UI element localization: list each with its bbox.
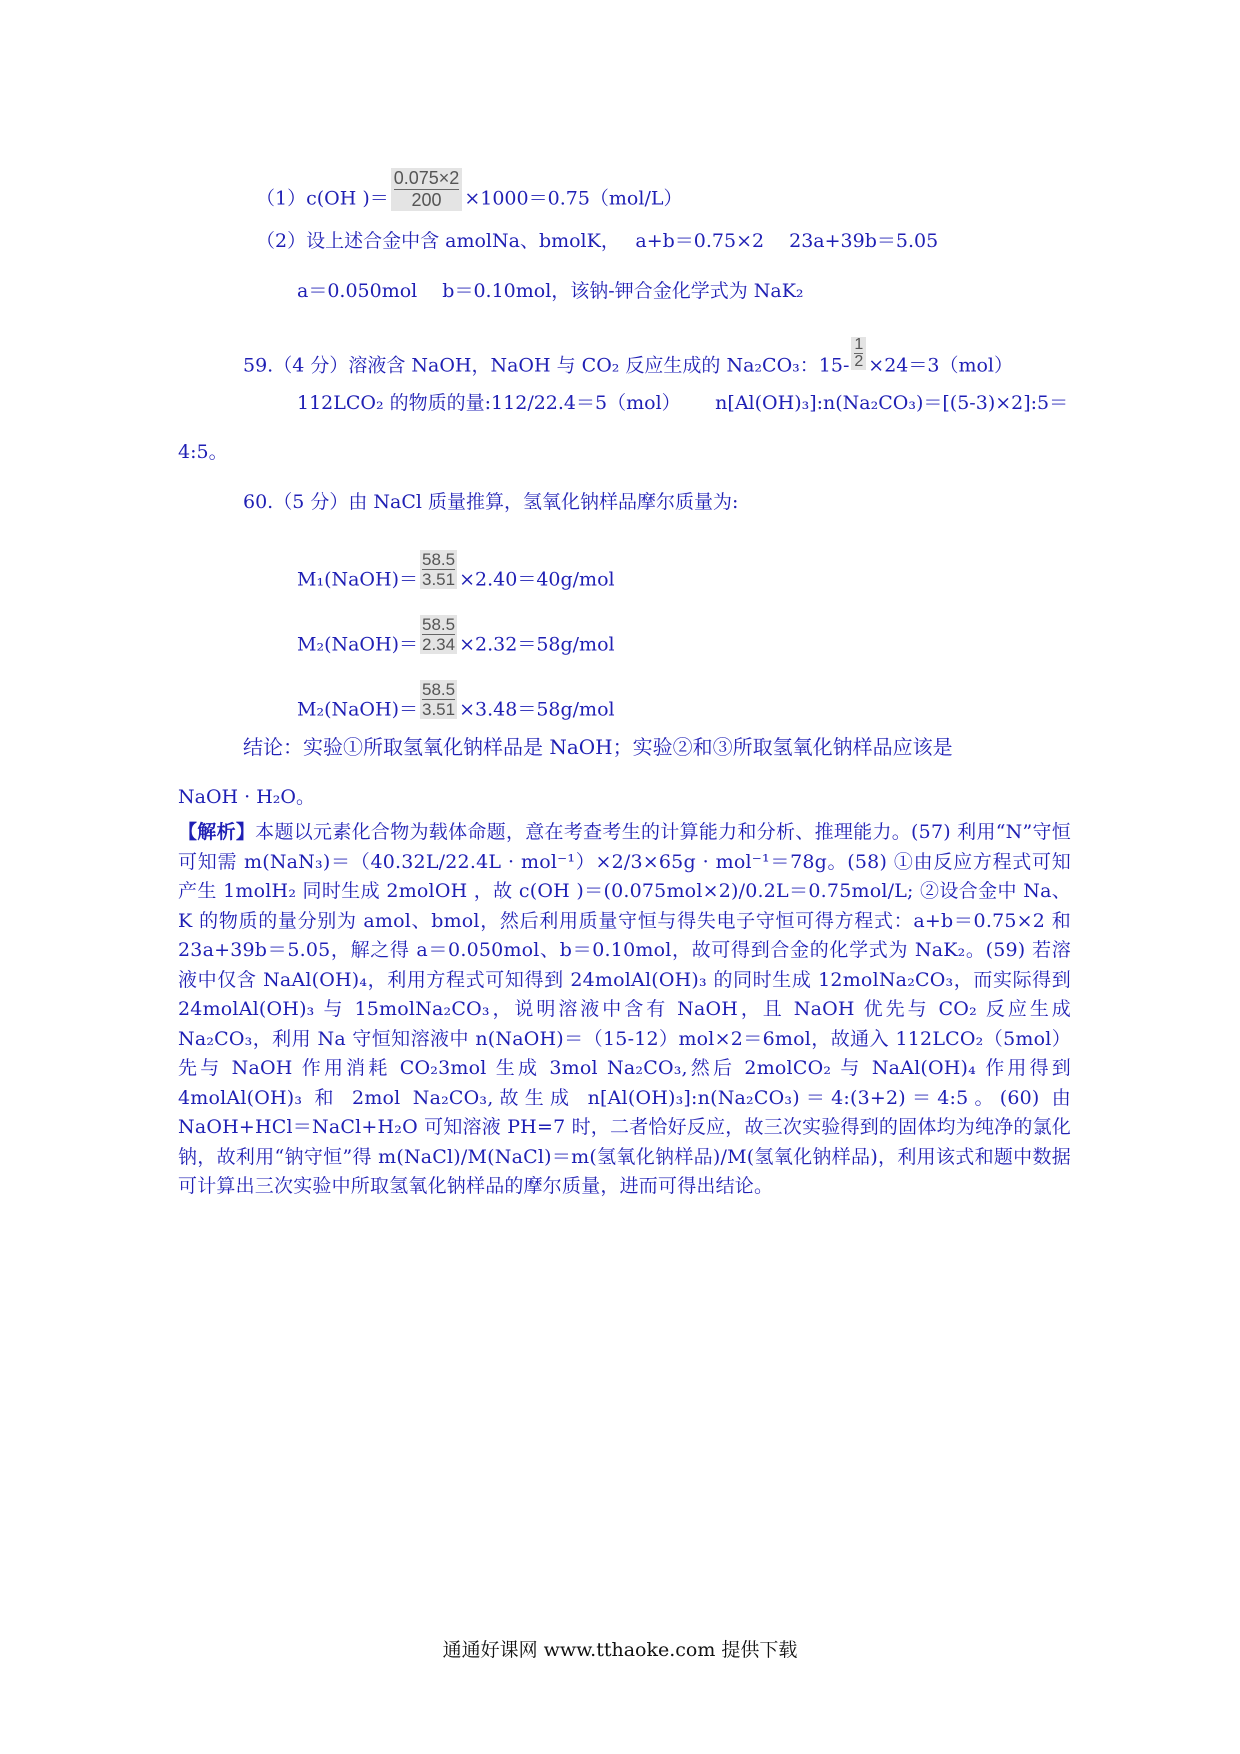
molar-mass-3 <box>297 680 615 730</box>
analysis-text: 本题以元素化合物为载体命题，意在考查考生的计算能力和分析、推理能力。(57) 利用“N”守恒可知需 m(NaN₃)＝（40.32L/22.4L · mol⁻¹）×2/3×65g · mol⁻¹＝78g。(58) ①由反应方程式可知产生 1molH₂ 同时生成 2molOH ，故 c(OH )＝(0.075mol×2)/0.2L＝0.75mol/L; ②设合金中 Na、K 的物质的量分别为 amol、bmol，然后利用质量守恒与得失电子守恒可得方程式：a+b＝0.75×2 和 23a+39b＝5.05，解之得 a＝0.050mol、b＝0.10mol，故可得到合金的化学式为 NaK₂。(59) 若溶液中仅含 NaAl(OH)₄，利用方程式可知得到 24molAl(OH)₃ 的同时生成 12molNa₂CO₃，而实际得到 24molAl(OH)₃ 与 15molNa₂CO₃，说明溶液中含有 NaOH，且 NaOH 优先与 CO₂ 反应生成 Na₂CO₃，利用 Na 守恒知溶液中 n(NaOH)＝（15-12）mol×2＝6mol，故通入 112LCO₂（5mol）先与 NaOH 作用消耗 CO₂3mol 生成 3mol Na₂CO₃,然后 2molCO₂ 与 NaAl(OH)₄ 作用得到 4molAl(OH)₃ 和 2mol Na₂CO₃,故生成 n[Al(OH)₃]:n(Na₂CO₃)＝4:(3+2)＝4:5。(60) 由 NaOH+HCl＝NaCl+H₂O 可知溶液 PH=7 时，二者恰好反应，故三次实验得到的固体均为纯净的氯化钠，故利用“钠守恒”得 m(NaCl)/M(NaCl)＝m(氢氧化钠样品)/M(氢氧化钠样品)，利用该式和题中数据可计算出三次实验中所取氢氧化钠样品的摩尔质量，进而可得出结论。 <box>178 821 1071 1197</box>
molar-mass-2-value: ×2.32＝58g/mol <box>459 633 615 656</box>
molar-mass-2-label: M₂(NaOH)＝ <box>297 633 418 656</box>
question-59-line-3: 4:5。 <box>178 441 228 463</box>
fraction-image <box>851 337 866 370</box>
conclusion-line-2: NaOH · H₂O。 <box>178 786 315 808</box>
fraction-numerator: 0.075×2 <box>393 168 460 188</box>
fraction-numerator: 1 <box>854 336 864 353</box>
answer-line-1-suffix: ×1000＝0.75（mol/L） <box>464 187 683 210</box>
q59-prefix: 59.（4 分）溶液含 NaOH，NaOH 与 CO₂ 反应生成的 Na₂CO₃：15- <box>243 354 850 377</box>
molar-mass-1 <box>297 550 615 600</box>
molar-mass-3-value: ×3.48＝58g/mol <box>459 698 615 721</box>
molar-mass-3-label: M₂(NaOH)＝ <box>297 698 418 721</box>
q59-suffix: ×24＝3（mol） <box>868 354 1013 377</box>
molar-mass-1-value: ×2.40＝40g/mol <box>459 568 615 591</box>
fraction-numerator: 58.5 <box>422 550 456 569</box>
answer-line-1 <box>256 168 683 221</box>
fraction-numerator: 58.5 <box>422 615 456 634</box>
fraction-denominator: 3.51 <box>422 570 456 589</box>
question-60-line: 60.（5 分）由 NaCl 质量推算，氢氧化钠样品摩尔质量为: <box>243 491 739 513</box>
answer-line-3: a＝0.050mol b＝0.10mol，该钠-钾合金化学式为 NaK₂ <box>297 280 804 302</box>
fraction-image <box>420 615 457 654</box>
fraction-denominator: 200 <box>411 190 442 210</box>
answer-line-1-prefix: （1）c(OH )＝ <box>256 187 389 210</box>
fraction-denominator: 3.51 <box>422 700 456 719</box>
answer-line-2: （2）设上述合金中含 amolNa、bmolK， a+b＝0.75×2 23a+39b＝5.05 <box>256 230 939 252</box>
fraction-image <box>420 680 457 719</box>
question-59-line <box>243 336 1013 383</box>
footer-source: 通通好课网 www.tthaoke.com 提供下载 <box>442 1639 798 1661</box>
question-59-line-2: 112LCO₂ 的物质的量:112/22.4＝5（mol） n[Al(OH)₃]:n(Na₂CO₃)＝[(5-3)×2]:5＝ <box>297 392 1069 414</box>
fraction-image <box>391 168 463 211</box>
fraction-denominator: 2 <box>854 353 864 370</box>
molar-mass-2 <box>297 615 615 665</box>
analysis-label: 【解析】 <box>178 821 256 843</box>
fraction-numerator: 58.5 <box>422 680 456 699</box>
molar-mass-1-label: M₁(NaOH)＝ <box>297 568 418 591</box>
fraction-denominator: 2.34 <box>422 635 456 654</box>
analysis-paragraph <box>178 818 1071 1202</box>
conclusion-line: 结论：实验①所取氢氧化钠样品是 NaOH；实验②和③所取氢氧化钠样品应该是 <box>243 735 953 759</box>
fraction-image <box>420 550 457 589</box>
